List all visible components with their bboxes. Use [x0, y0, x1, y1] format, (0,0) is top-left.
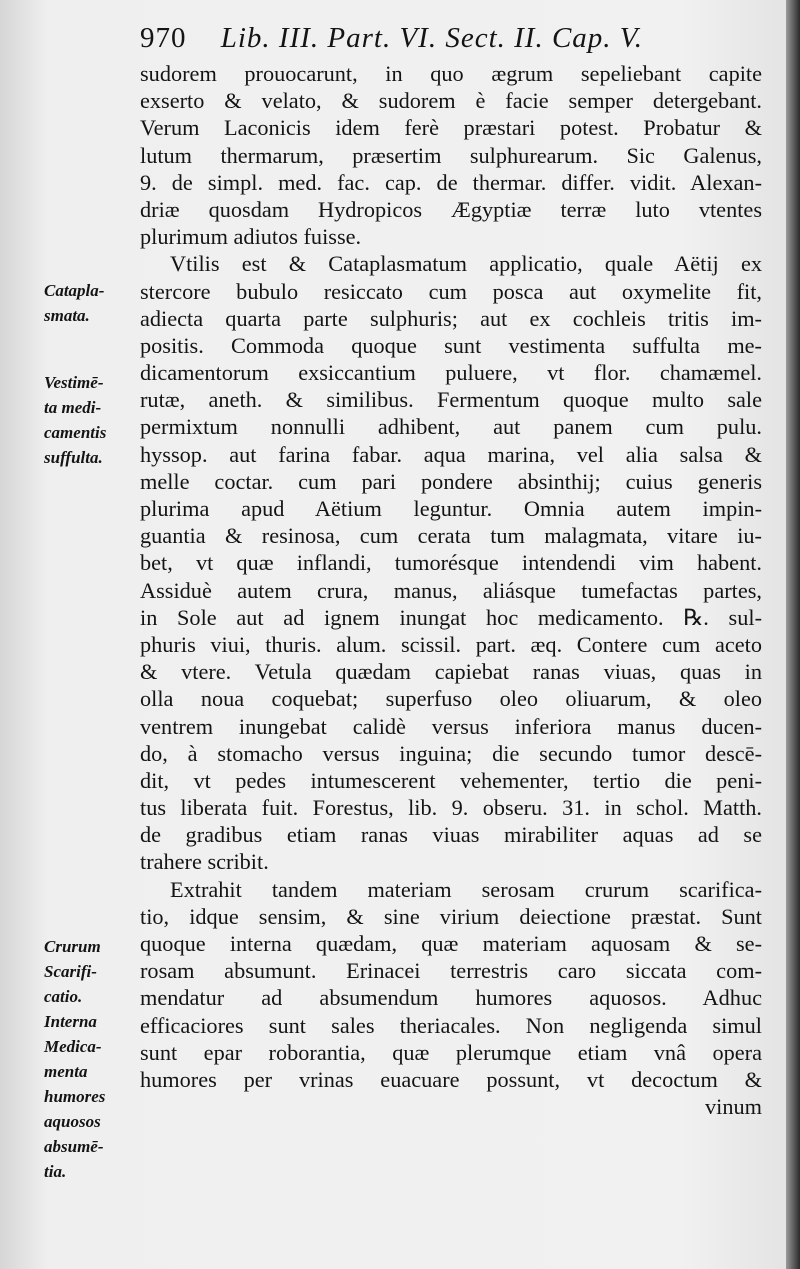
margin-note-line: aquosos — [44, 1112, 101, 1131]
running-title: Lib. III. Part. VI. Sect. II. Cap. V. — [220, 22, 644, 54]
text-line: efficaciores sunt sales theriacales. Non negligenda simul — [140, 1012, 762, 1038]
text-line: bet, vt quæ inflandi, tumorésque intendendi vim habent. — [140, 550, 762, 576]
text-line: Vtilis est & Cataplasmatum applicatio, quale Aëtij ex — [170, 251, 762, 277]
running-header — [140, 22, 760, 62]
text-line: tio, idque sensim, & sine virium deiectione præstat. Sunt — [140, 903, 762, 929]
margin-note-line: absumē- — [44, 1137, 104, 1156]
text-line: dit, vt pedes intumescerent vehementer, tertio die peni- — [140, 767, 762, 793]
text-line: lutum thermarum, præsertim sulphurearum. Sic Galenus, — [140, 142, 762, 168]
text-line: rutæ, aneth. & similibus. Fermentum quoque multo sale — [140, 387, 762, 413]
margin-note-line: Catapla- — [44, 281, 105, 300]
text-line: phuris viui, thuris. alum. scissil. part. æq. Contere cum aceto — [140, 631, 762, 657]
text-line: do, à stomacho versus inguina; die secundo tumor descē- — [140, 740, 762, 766]
margin-note-line: camentis — [44, 423, 107, 442]
text-line: in Sole aut ad ignem inungat hoc medicamento. ℞. sul- — [140, 604, 762, 630]
text-line: sudorem prouocarunt, in quo ægrum sepeliebant capite — [140, 61, 762, 86]
text-line: ventrem inungebat calidè versus inferiora manus ducen- — [140, 713, 762, 739]
text-line: humores per vrinas euacuare possunt, vt decoctum & — [140, 1066, 762, 1092]
catchword: vinum — [705, 1094, 762, 1120]
page-edge-shadow — [786, 0, 800, 1269]
margin-note-line: Vestimē- — [44, 373, 104, 392]
text-line: mendatur ad absumendum humores aquosos. Adhuc — [140, 985, 762, 1011]
text-line: de gradibus etiam ranas viuas mirabiliter aquas ad se — [140, 822, 762, 848]
text-line: stercore bubulo resiccato cum posca aut oxymelite fit, — [140, 278, 762, 304]
text-line: Extrahit tandem materiam serosam crurum scarifica- — [170, 876, 762, 902]
margin-note-line: Scarifi- — [44, 962, 97, 981]
text-line: quoque interna quædam, quæ materiam aquosam & se- — [140, 931, 762, 956]
margin-note-vestimenta — [44, 370, 134, 470]
text-line: dicamentorum exsiccantium puluere, vt flor. chamæmel. — [140, 360, 762, 386]
margin-note-line: suffulta. — [44, 448, 103, 467]
text-line: trahere scribit. — [140, 849, 269, 875]
text-line: sunt epar roborantia, quæ plerumque etiam vnâ opera — [140, 1039, 762, 1065]
text-line: adiecta quarta parte sulphuris; aut ex cochleis tritis im- — [140, 305, 762, 331]
text-line: olla noua coquebat; superfuso oleo oliuarum, & oleo — [140, 686, 762, 712]
page-number: 970 — [140, 22, 187, 54]
text-line: Verum Laconicis idem ferè præstari potest. Probatur & — [140, 115, 762, 141]
margin-note-line: tia. — [44, 1162, 67, 1181]
main-text-block — [140, 60, 762, 1120]
margin-note-line: smata. — [44, 306, 90, 325]
text-line: permixtum nonnulli adhibent, aut panem cum pulu. — [140, 414, 762, 440]
margin-note-crurum — [44, 934, 134, 1184]
text-line: 9. de simpl. med. fac. cap. de thermar. differ. vidit. Alexan- — [140, 169, 762, 195]
margin-note-cataplasmata — [44, 278, 134, 328]
text-line: hyssop. aut farina fabar. aqua marina, vel alia salsa & — [140, 441, 762, 467]
text-line: rosam absumunt. Erinacei terrestris caro siccata com- — [140, 958, 762, 984]
text-line: Assiduè autem crura, manus, aliásque tumefactas partes, — [140, 577, 762, 603]
text-line: guantia & resinosa, cum cerata tum malagmata, vitare iu- — [140, 523, 762, 549]
margin-note-line: Crurum — [44, 937, 101, 956]
text-line: tus liberata fuit. Forestus, lib. 9. obseru. 31. in schol. Matth. — [140, 795, 762, 821]
margin-note-line: humores — [44, 1087, 106, 1106]
text-line: & vtere. Vetula quædam capiebat ranas viuas, quas in — [140, 659, 762, 685]
margin-note-line: ta medi- — [44, 398, 102, 417]
text-line: driæ quosdam Hydropicos Ægyptiæ terræ luto vtentes — [140, 196, 762, 222]
text-line: positis. Commoda quoque sunt vestimenta suffulta me- — [140, 332, 762, 358]
text-line: plurima apud Aëtium leguntur. Omnia autem impin- — [140, 496, 762, 521]
margin-note-line: catio. — [44, 987, 83, 1006]
margin-note-line: menta — [44, 1062, 88, 1081]
text-line: melle coctar. cum pari pondere absinthij; cuius generis — [140, 468, 762, 494]
margin-note-line: Interna — [44, 1012, 97, 1031]
margin-note-line: Medica- — [44, 1037, 102, 1056]
text-line: plurimum adiutos fuisse. — [140, 224, 362, 250]
text-line: exserto & velato, & sudorem è facie semper detergebant. — [140, 88, 762, 114]
